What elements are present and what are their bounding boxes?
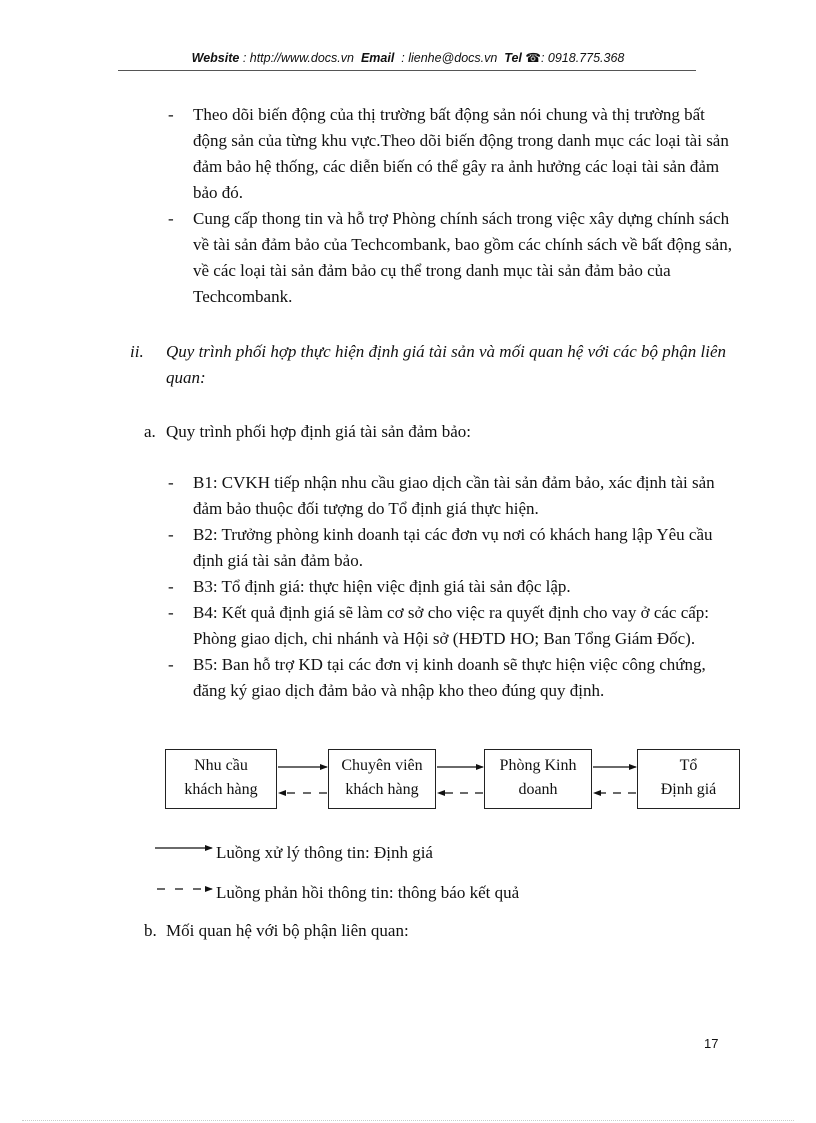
subsection-label: a. [144, 422, 156, 441]
flow-box-customer-specialist: Chuyên viên khách hàng [328, 749, 436, 809]
flow-box-valuation-team: Tổ Định giá [637, 749, 740, 809]
tel-value: : 0918.775.368 [540, 51, 625, 65]
list-item: - B1: CVKH tiếp nhận nhu cầu giao dịch cần tài sản đảm bảo, xác định tài sản đảm bảo thuộc đối tượng do Tổ định giá thực hiện. [168, 473, 715, 518]
email-value[interactable]: : lienhe@docs.vn [401, 51, 498, 65]
phone-icon: ☎ [525, 51, 541, 65]
list-item: - B2: Trưởng phòng kinh doanh tại các đơn vụ nơi có khách hang lập Yêu cầu định giá tài sản đảm bảo. [168, 525, 713, 570]
page-number: 17 [704, 1036, 719, 1051]
flow-box-business-dept: Phòng Kinh doanh [484, 749, 592, 809]
section-number: ii. [130, 342, 144, 361]
section-title: Quy trình phối hợp thực hiện định giá tài sản và mối quan hệ với các bộ phận liên quan: [166, 342, 727, 387]
list-item: - B3: Tổ định giá: thực hiện việc định giá tài sản độc lập. [168, 577, 571, 596]
list-item: - Theo dõi biến động của thị trường bất động sản nói chung và thị trường bất động sản của từng khu vực.Theo dõi biến động trong danh mục các loại tài sản đảm bảo hệ thống, các diễn biến có thể gây ra ảnh hưởng các loại tài sản đảm bảo đó. [168, 105, 729, 202]
subsection-label: b. [144, 921, 157, 940]
flow-box-customer-need: Nhu cầu khách hàng [165, 749, 277, 809]
email-label: Email [360, 51, 395, 65]
legend-solid-text: Luồng xử lý thông tin: Định giá [216, 843, 433, 862]
website-url[interactable]: : http://www.docs.vn [242, 51, 354, 65]
subsection-title: Mối quan hệ với bộ phận liên quan: [166, 921, 409, 940]
bottom-dotted-rule [22, 1120, 794, 1121]
tel-label: Tel [504, 51, 522, 65]
list-item: - B5: Ban hỗ trợ KD tại các đơn vị kinh doanh sẽ thực hiện việc công chứng, đăng ký giao dịch đảm bảo và nhập kho theo đúng quy định. [168, 655, 706, 700]
website-label: Website [191, 51, 240, 65]
legend-dashed-text: Luồng phản hồi thông tin: thông báo kết quả [216, 883, 520, 902]
subsection-title: Quy trình phối hợp định giá tài sản đảm bảo: [166, 422, 472, 441]
list-item: - Cung cấp thong tin và hỗ trợ Phòng chính sách trong việc xây dựng chính sách về tài sản đảm bảo của Techcombank, bao gồm các chính sách về bất động sản, về các loại tài sản đảm bảo cụ thể trong danh mục tài sản đảm bảo của Techcombank. [168, 209, 733, 306]
list-item: - B4: Kết quả định giá sẽ làm cơ sở cho việc ra quyết định cho vay ở các cấp: Phòng giao dịch, chi nhánh và Hội sở (HĐTD HO; Ban Tổng Giám Đốc). [168, 603, 710, 648]
